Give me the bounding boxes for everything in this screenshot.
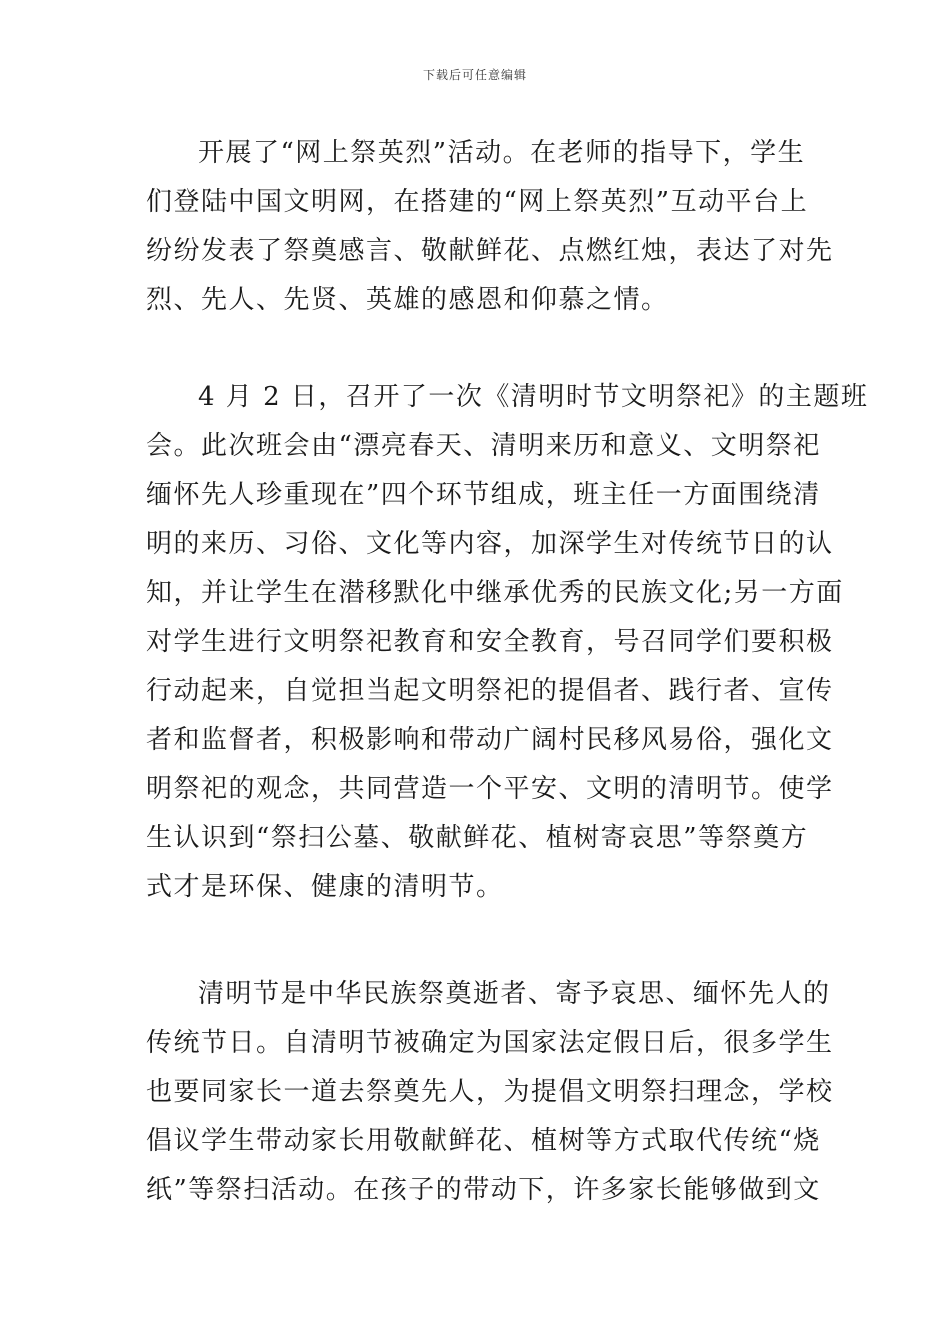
paragraph-line: 传统节日。自清明节被确定为国家法定假日后，很多学生	[146, 1028, 834, 1058]
paragraph-line: 清明节是中华民族祭奠逝者、寄予哀思、缅怀先人的	[198, 979, 831, 1009]
paragraph-line: 烈、先人、先贤、英雄的感恩和仰慕之情。	[146, 285, 669, 315]
paragraph-line: 4 月 2 日，召开了一次《清明时节文明祭祀》的主题班	[198, 382, 869, 412]
paragraph-line: 开展了“网上祭英烈”活动。在老师的指导下，学生	[198, 138, 806, 168]
paragraph-3	[146, 970, 834, 1215]
paragraph-line: 纷纷发表了祭奠感言、敬献鲜花、点燃红烛，表达了对先	[146, 236, 834, 266]
paragraph-2	[146, 373, 869, 912]
paragraph-line: 会。此次班会由“漂亮春天、清明来历和意义、文明祭祀	[146, 431, 821, 461]
paragraph-line: 行动起来，自觉担当起文明祭祀的提倡者、践行者、宣传	[146, 676, 834, 706]
paragraph-line: 生认识到“祭扫公墓、敬献鲜花、植树寄哀思”等祭奠方	[146, 823, 809, 853]
paragraph-line: 明祭祀的观念，共同营造一个平安、文明的清明节。使学	[146, 774, 834, 804]
paragraph-line: 缅怀先人珍重现在”四个环节组成，班主任一方面围绕清	[146, 480, 821, 510]
paragraph-line: 知，并让学生在潜移默化中继承优秀的民族文化;另一方面	[146, 578, 844, 608]
paragraph-line: 明的来历、习俗、文化等内容，加深学生对传统节日的认	[146, 529, 834, 559]
paragraph-line: 倡议学生带动家长用敬献鲜花、植树等方式取代传统“烧	[146, 1126, 821, 1156]
paragraph-line: 们登陆中国文明网，在搭建的“网上祭英烈”互动平台上	[146, 187, 809, 217]
paragraph-line: 对学生进行文明祭祀教育和安全教育，号召同学们要积极	[146, 627, 834, 657]
paragraph-line: 也要同家长一道去祭奠先人，为提倡文明祭扫理念，学校	[146, 1077, 834, 1107]
paragraph-line: 纸”等祭扫活动。在孩子的带动下，许多家长能够做到文	[146, 1175, 821, 1205]
paragraph-1	[146, 129, 834, 325]
paragraph-line: 式才是环保、健康的清明节。	[146, 872, 504, 902]
paragraph-line: 者和监督者，积极影响和带动广阔村民移风易俗，强化文	[146, 725, 834, 755]
page-header: 下载后可任意编辑	[422, 68, 527, 82]
